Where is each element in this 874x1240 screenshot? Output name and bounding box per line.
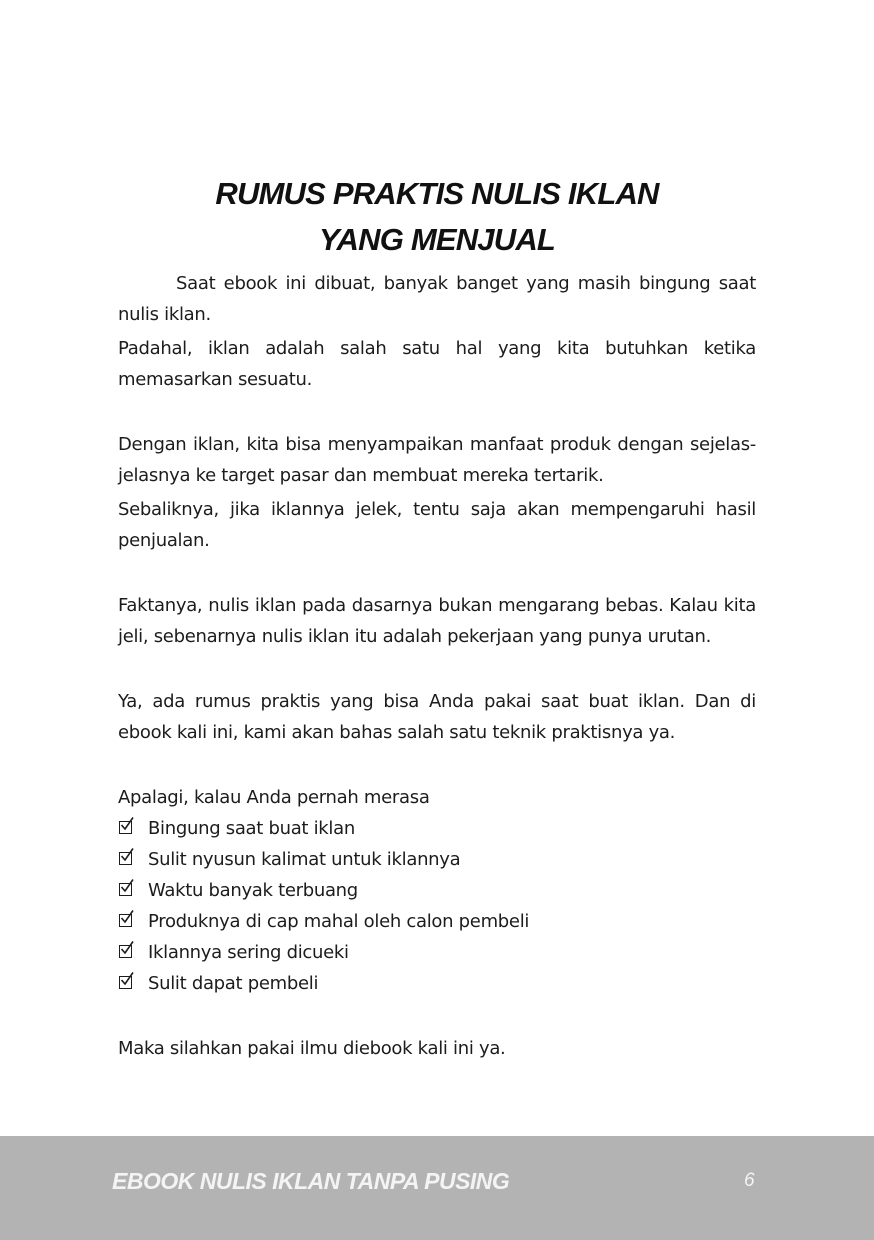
checklist-item-label: Produknya di cap mahal oleh calon pembeli: [148, 911, 530, 932]
page-footer: [0, 1136, 874, 1240]
checklist-item: [118, 813, 756, 844]
page-content: [118, 268, 756, 1064]
checklist-intro: Apalagi, kalau Anda pernah merasa: [118, 787, 430, 808]
checkbox-checked-icon: [119, 976, 132, 989]
page-title-line-1: RUMUS PRAKTIS NULIS IKLAN: [215, 175, 659, 211]
page-title: [0, 171, 874, 263]
checkbox-checked-icon: [119, 914, 132, 927]
checklist-item-label: Iklannya sering dicueki: [148, 942, 349, 963]
paragraph-faktanya: Faktanya, nulis iklan pada dasarnya bukan mengarang bebas. Kalau kita jeli, sebenarnya nulis iklan itu adalah pekerjaan yang punya urutan.: [118, 595, 756, 647]
checklist-item-label: Waktu banyak terbuang: [148, 880, 358, 901]
paragraph-sebaliknya: Sebaliknya, jika iklannya jelek, tentu saja akan mempengaruhi hasil penjualan.: [118, 499, 756, 551]
checklist-item: [118, 844, 756, 875]
checklist: [118, 813, 756, 999]
checkbox-checked-icon: [119, 852, 132, 865]
paragraph-intro: Saat ebook ini dibuat, banyak banget yang masih bingung saat nulis iklan.: [118, 273, 756, 325]
checklist-item: [118, 968, 756, 999]
checkbox-checked-icon: [119, 821, 132, 834]
checkbox-checked-icon: [119, 945, 132, 958]
paragraph-rumus-praktis: Ya, ada rumus praktis yang bisa Anda pakai saat buat iklan. Dan di ebook kali ini, kami akan bahas salah satu teknik praktisnya ya.: [118, 691, 756, 743]
checklist-item: [118, 906, 756, 937]
checklist-item-label: Bingung saat buat iklan: [148, 818, 355, 839]
checklist-item: [118, 875, 756, 906]
footer-book-title: EBOOK NULIS IKLAN TANPA PUSING: [112, 1168, 510, 1194]
checkbox-checked-icon: [119, 883, 132, 896]
checklist-item-label: Sulit dapat pembeli: [148, 973, 319, 994]
checklist-item: [118, 937, 756, 968]
checklist-item-label: Sulit nyusun kalimat untuk iklannya: [148, 849, 461, 870]
paragraph-padahal: Padahal, iklan adalah salah satu hal yang kita butuhkan ketika memasarkan sesuatu.: [118, 338, 756, 390]
paragraph-closing: Maka silahkan pakai ilmu diebook kali ini ya.: [118, 1038, 506, 1059]
footer-page-number: 6: [744, 1170, 755, 1191]
page-title-line-2: YANG MENJUAL: [318, 221, 556, 257]
paragraph-dengan-iklan: Dengan iklan, kita bisa menyampaikan manfaat produk dengan sejelas-jelasnya ke target pasar dan membuat mereka tertarik.: [118, 434, 756, 486]
